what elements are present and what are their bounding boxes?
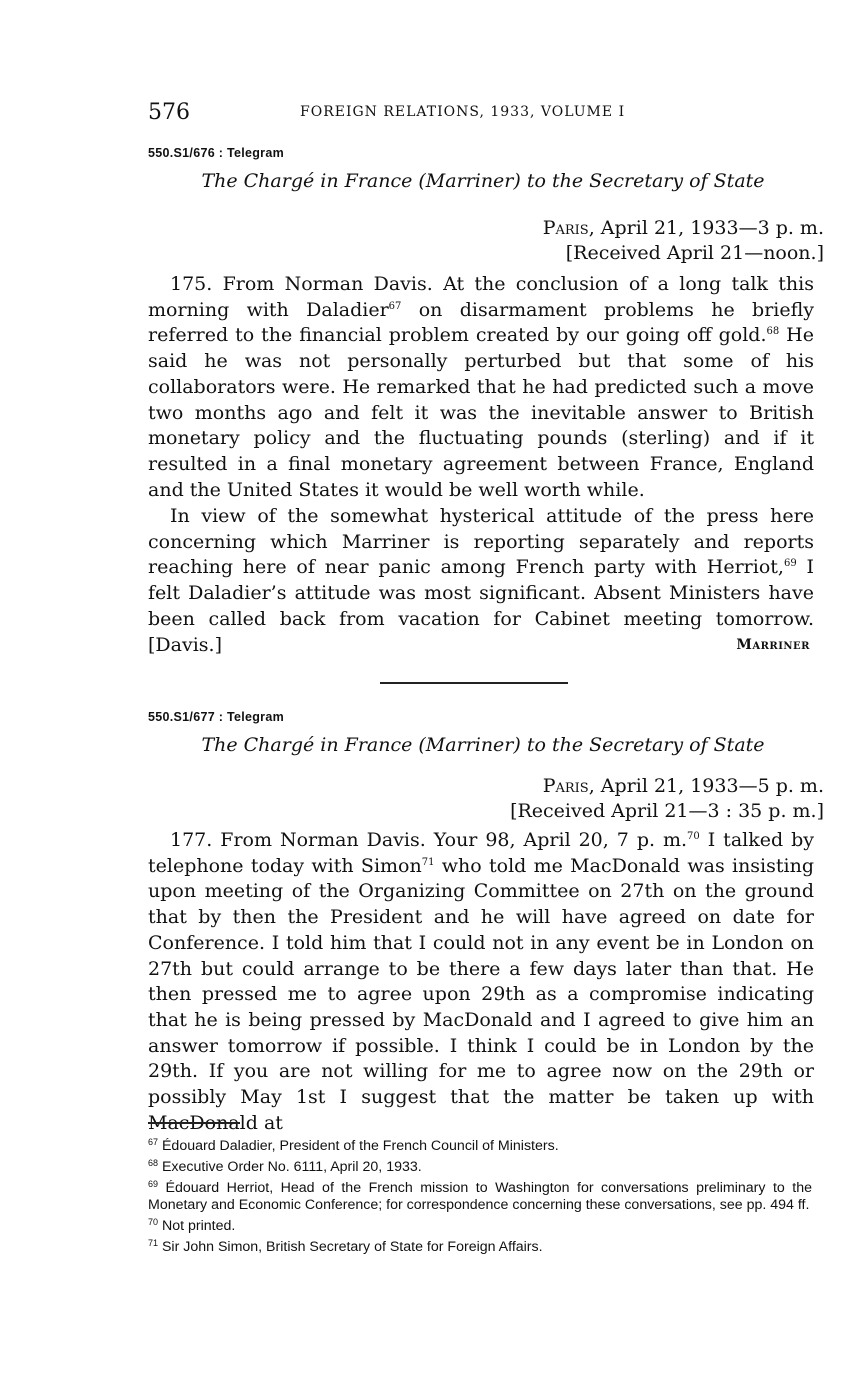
- dateline: [543, 216, 824, 266]
- dateline: [510, 774, 824, 824]
- footnote-divider: [148, 1122, 240, 1124]
- footnote-ref: 70: [687, 831, 700, 842]
- telegram-paragraph: In view of the somewhat hysterical attitude of the press here concerning which Marriner is reporting separately and reports reaching here of near panic among French party with Herriot,$^{69}$ I felt Daladier’s attitude was most significant. Absent Ministers have been called back from vacation for Cabinet meeting tomorrow. [Davis.]: [148, 505, 815, 656]
- file-reference: 550.S1/677 : Telegram: [148, 710, 285, 724]
- page-header: [148, 100, 818, 130]
- dateline-place: Paris: [542, 775, 589, 797]
- running-title: FOREIGN RELATIONS, 1933, VOLUME I: [300, 104, 626, 120]
- footnote-ref: 67: [388, 300, 402, 312]
- footnotes: [148, 1134, 812, 1256]
- received-line: [Received April 21—3 : 35 p. m.]: [510, 800, 824, 822]
- dateline-place: Paris: [542, 217, 589, 239]
- dateline-date: , April 21, 1933—5 p. m.: [588, 775, 824, 797]
- footnote: $^{68}$ Executive Order No. 6111, April 20, 1933.: [148, 1158, 422, 1175]
- footnote: $^{70}$ Not printed.: [148, 1217, 236, 1234]
- telegram-paragraph: 175. From Norman Davis. At the conclusion of a long talk this morning with Daladier$^{67}$ on disarmament problems he briefly referred to the financial problem created by our going off gold.$^{68}$ He said he was not personally perturbed but that some of his collaborators were. He remarked that he had predicted such a move two months ago and felt it was the inevitable answer to British monetary policy and the fluctuating pounds (sterling) and if it resulted in a final monetary agreement between France, England and the United States it would be well worth while.: [148, 273, 815, 501]
- page-number: 576: [148, 100, 190, 125]
- document-title: The Chargé in France (Marriner) to the Secretary of State: [201, 734, 765, 756]
- section-divider: [380, 682, 568, 684]
- received-line: [Received April 21—noon.]: [565, 242, 824, 264]
- footnote-ref: 69: [783, 558, 797, 570]
- footnote-ref: 68: [766, 326, 780, 338]
- telegram-paragraph: 177. From Norman Davis. Your 98, April 20, 7 p. m.$^{70}$ I talked by telephone today with Simon$^{71}$ who told me MacDonald was insisting upon meeting of the Organizing Committee on 27th on the ground that by then the President and he will have agreed on date for Conference. I told him that I could not in any event be in London on 27th but could arrange to be there a few days later than that. He then pressed me to agree upon 29th as a compromise indicating that he is being pressed by MacDonald and I agreed to give him an answer tomorrow if possible. I think I could be in London by the 29th. If you are not willing for me to agree now on the 29th or possibly May 1st I suggest that the matter be taken up with MacDonald at: [148, 829, 814, 1134]
- signature: Marriner: [736, 637, 810, 653]
- footnote: $^{71}$ Sir John Simon, British Secretary of State for Foreign Affairs.: [148, 1238, 543, 1255]
- footnote: $^{67}$ Édouard Daladier, President of the French Council of Ministers.: [148, 1137, 559, 1154]
- dateline-date: , April 21, 1933—3 p. m.: [588, 217, 824, 239]
- footnote: $^{69}$ Édouard Herriot, Head of the French mission to Washington for conversations preliminary to the Monetary and Economic Conference; for correspondence concerning these conversations, see pp. 494 ff.: [148, 1179, 812, 1213]
- document-title: The Chargé in France (Marriner) to the Secretary of State: [201, 170, 765, 192]
- file-reference: 550.S1/676 : Telegram: [148, 146, 285, 160]
- footnote-ref: 71: [421, 856, 435, 868]
